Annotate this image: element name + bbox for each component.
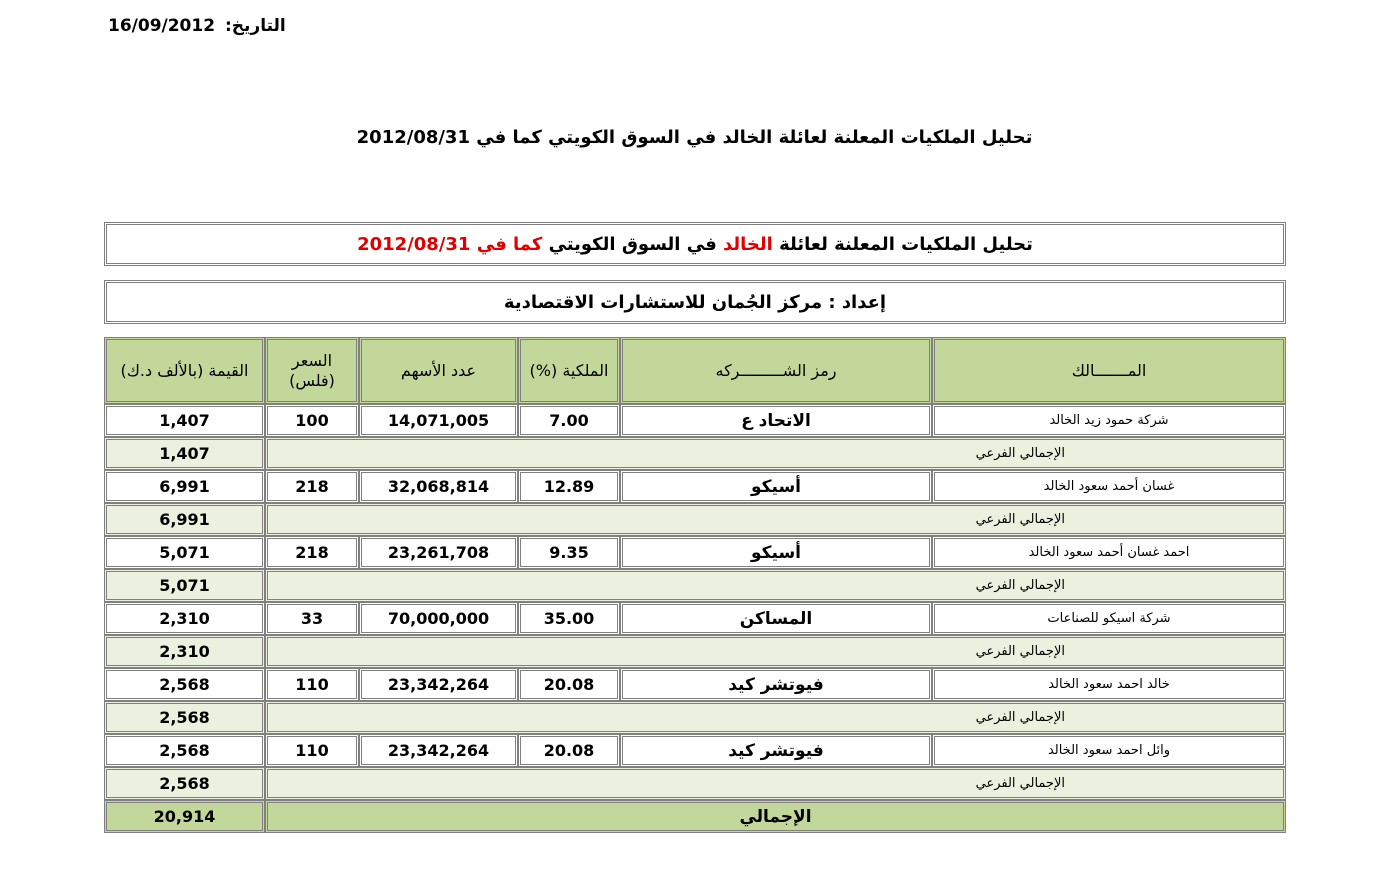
prepared-by-text: إعداد : مركز الجُمان للاستشارات الاقتصادية (503, 291, 887, 313)
subtotal-label: الإجمالي الفرعي (265, 569, 1286, 602)
subtotal-label: الإجمالي الفرعي (265, 767, 1286, 800)
report-date (108, 16, 286, 36)
price-cell: 110 (265, 668, 359, 701)
price-cell: 218 (265, 470, 359, 503)
ownership-cell: 20.08 (518, 734, 620, 767)
value-cell: 2,568 (104, 668, 265, 701)
symbol-cell: المساكن (620, 602, 932, 635)
subtotal-label: الإجمالي الفرعي (265, 437, 1286, 470)
value-cell: 1,407 (104, 404, 265, 437)
price-cell: 218 (265, 536, 359, 569)
banner-as-of: كما في (476, 233, 543, 255)
banner-part2: في السوق الكويتي (548, 233, 717, 255)
symbol-cell: فيوتشر كيد (620, 734, 932, 767)
value-cell: 2,310 (104, 602, 265, 635)
table-row (104, 602, 1286, 635)
table-row (104, 404, 1286, 437)
total-row (104, 800, 1286, 833)
owner-cell: احمد غسان أحمد سعود الخالد (932, 536, 1286, 569)
col-symbol-header: رمز الشـــــــــركه (620, 337, 932, 404)
subtotal-value: 6,991 (104, 503, 265, 536)
value-cell: 5,071 (104, 536, 265, 569)
ownership-table (104, 337, 1286, 833)
symbol-cell: أسيكو (620, 536, 932, 569)
ownership-cell: 35.00 (518, 602, 620, 635)
total-value: 20,914 (104, 800, 265, 833)
table-row (104, 668, 1286, 701)
ownership-cell: 12.89 (518, 470, 620, 503)
ownership-cell: 9.35 (518, 536, 620, 569)
subtotal-row (104, 701, 1286, 734)
shares-cell: 23,342,264 (359, 734, 518, 767)
subtotal-row (104, 767, 1286, 800)
subtotal-label: الإجمالي الفرعي (265, 503, 1286, 536)
subtotal-label: الإجمالي الفرعي (265, 635, 1286, 668)
price-cell: 33 (265, 602, 359, 635)
ownership-cell: 7.00 (518, 404, 620, 437)
value-cell: 6,991 (104, 470, 265, 503)
page-title-date: 2012/08/31 (356, 127, 470, 148)
value-cell: 2,568 (104, 734, 265, 767)
title-banner (104, 222, 1286, 266)
subtotal-row (104, 635, 1286, 668)
shares-cell: 23,261,708 (359, 536, 518, 569)
owner-cell: وائل احمد سعود الخالد (932, 734, 1286, 767)
date-value: 16/09/2012 (108, 16, 216, 36)
table-row (104, 734, 1286, 767)
subtotal-row (104, 569, 1286, 602)
subtotal-value: 2,568 (104, 701, 265, 734)
owner-cell: غسان أحمد سعود الخالد (932, 470, 1286, 503)
total-label: الإجمالي (265, 800, 1286, 833)
shares-cell: 32,068,814 (359, 470, 518, 503)
shares-cell: 23,342,264 (359, 668, 518, 701)
table-header-row (104, 337, 1286, 404)
shares-cell: 70,000,000 (359, 602, 518, 635)
banner-family: الخالد (723, 233, 773, 255)
subtotal-value: 5,071 (104, 569, 265, 602)
price-cell: 110 (265, 734, 359, 767)
subtotal-row (104, 437, 1286, 470)
banner-part1: تحليل الملكيات المعلنة لعائلة (779, 233, 1033, 255)
col-ownership-header: الملكية (%) (518, 337, 620, 404)
prepared-by-banner (104, 280, 1286, 324)
table-row (104, 470, 1286, 503)
col-price-header: السعر (فلس) (265, 337, 359, 404)
col-shares-header: عدد الأسهم (359, 337, 518, 404)
symbol-cell: أسيكو (620, 470, 932, 503)
col-owner-header: المـــــــالك (932, 337, 1286, 404)
subtotal-label: الإجمالي الفرعي (265, 701, 1286, 734)
subtotal-row (104, 503, 1286, 536)
shares-cell: 14,071,005 (359, 404, 518, 437)
owner-cell: خالد احمد سعود الخالد (932, 668, 1286, 701)
page-title-text: تحليل الملكيات المعلنة لعائلة الخالد في السوق الكويتي كما في (476, 127, 1033, 148)
subtotal-value: 2,310 (104, 635, 265, 668)
date-label: التاريخ: (224, 16, 286, 36)
page-title (0, 127, 1389, 148)
owner-cell: شركة حمود زيد الخالد (932, 404, 1286, 437)
subtotal-value: 2,568 (104, 767, 265, 800)
table-row (104, 536, 1286, 569)
banner-date: 2012/08/31 (357, 233, 471, 255)
ownership-cell: 20.08 (518, 668, 620, 701)
price-cell: 100 (265, 404, 359, 437)
symbol-cell: الاتحاد ع (620, 404, 932, 437)
owner-cell: شركة اسيكو للصناعات (932, 602, 1286, 635)
col-value-header: القيمة (بالألف د.ك) (104, 337, 265, 404)
symbol-cell: فيوتشر كيد (620, 668, 932, 701)
subtotal-value: 1,407 (104, 437, 265, 470)
